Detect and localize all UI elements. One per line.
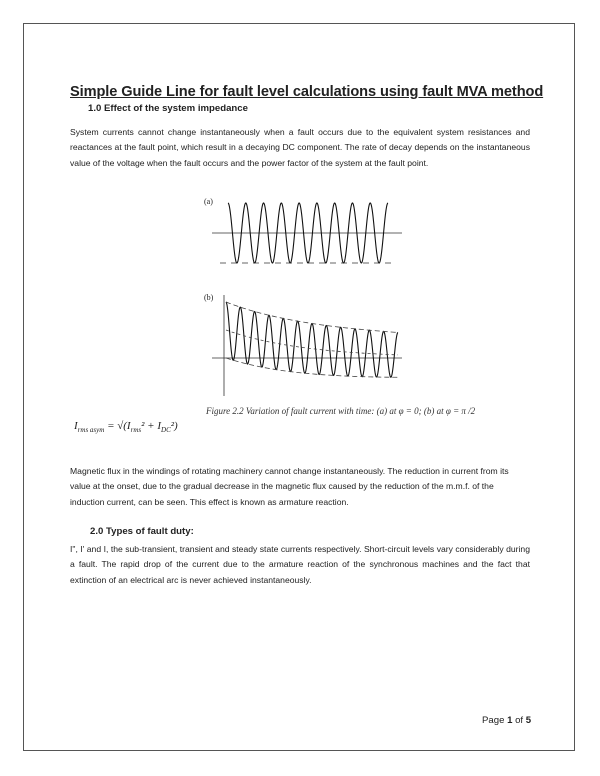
waveform-a: [202, 194, 402, 269]
footer-prefix: Page: [482, 715, 508, 726]
formula-part-4: ²): [170, 420, 178, 432]
formula-part-2: = √(I: [104, 420, 131, 432]
formula-subscript: rms asym: [77, 426, 105, 435]
figure-label-a: (a): [204, 197, 213, 206]
formula-symbol: I: [74, 420, 78, 432]
section-2-heading: 2.0 Types of fault duty:: [90, 526, 194, 537]
footer-page-number: 1: [507, 715, 513, 726]
figure-caption: Figure 2.2 Variation of fault current with time: (a) at φ = 0; (b) at φ = π /2: [206, 406, 476, 416]
figure-label-b: (b): [204, 293, 214, 302]
armature-reaction-paragraph: Magnetic flux in the windings of rotating machinery cannot change instantaneously. The reduction in current from its value at the onset, due to the gradual decrease in the magnetic flux caused by the reduction of the m.m.f. of the induction current, can be seen. This effect is known as armature reaction.: [70, 466, 509, 507]
page-footer: [482, 715, 531, 726]
footer-total-pages: 5: [525, 715, 532, 726]
rms-asym-formula: [74, 420, 178, 434]
formula-subscript-3: DC: [161, 426, 171, 435]
formula-part-3: ² + I: [141, 420, 162, 432]
document-title: Simple Guide Line for fault level calculations using fault MVA method: [70, 84, 544, 100]
section-1-heading: 1.0 Effect of the system impedance: [88, 103, 248, 114]
section-2-paragraph: I", I' and I, the sub-transient, transient and steady state currents respectively. Short-circuit levels vary considerably during a fault. The rapid drop of the current due to the armature reaction of the synchronous machines and the fact that extinction of an electrical arc is never achieved instantaneously.: [70, 544, 530, 585]
formula-subscript-2: rms: [130, 426, 142, 435]
footer-of: of: [512, 715, 526, 726]
section-1-paragraph: System currents cannot change instantaneously when a fault occurs due to the equivalent system resistances and reactances at the fault point, which result in a decaying DC component. The rate of decay depends on the instantaneous value of the voltage when the fault occurs and the power factor of the system at the fault point.: [70, 127, 530, 168]
waveform-b: [202, 290, 402, 400]
